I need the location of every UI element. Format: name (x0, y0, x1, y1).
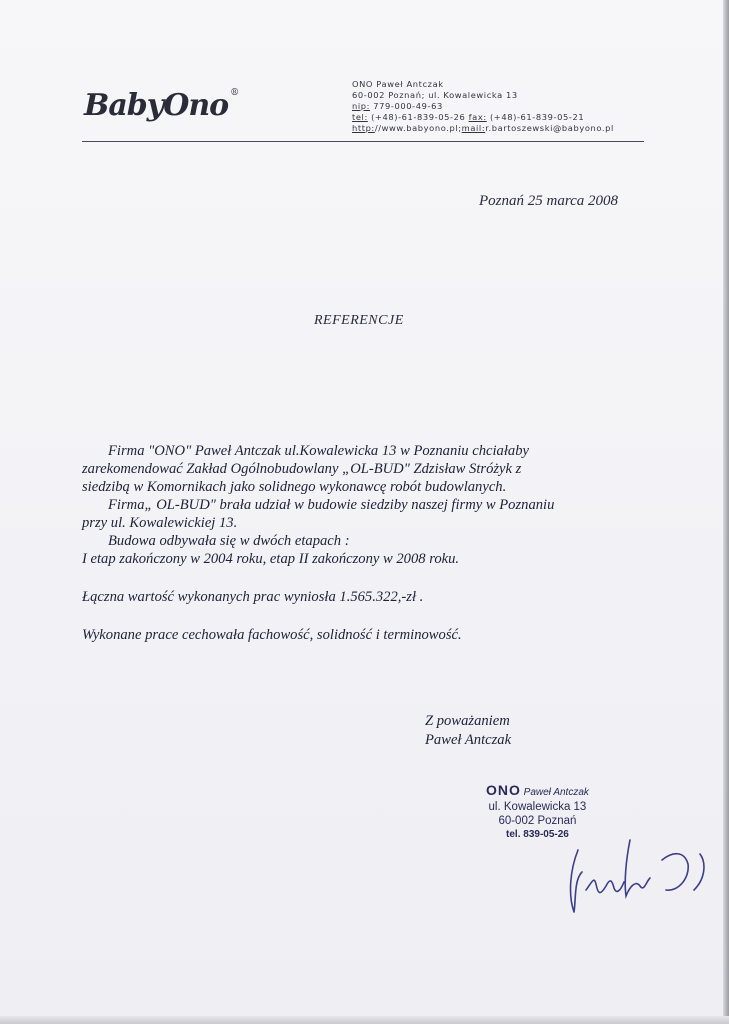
stamp-street: ul. Kowalewicka 13 (488, 801, 587, 813)
nip-label: nip: (352, 101, 371, 111)
web-mail-line (352, 123, 614, 134)
body-line: Firma„ OL-BUD" brała udział w budowie siedziby naszej firmy w Poznaniu (108, 497, 555, 513)
body-line: zarekomendować Zakład Ogólnobudowlany „OL-BUD" Zdzisław Stróżyk z (82, 461, 522, 477)
body-line: przy ul. Kowalewickiej 13. (82, 515, 238, 531)
body-line: Łączna wartość wykonanych prac wyniosła 1.565.322,-zł . (82, 589, 424, 605)
body-line: Budowa odbywała się w dwóch etapach : (108, 533, 350, 549)
registered-mark: ® (230, 88, 239, 98)
page-bottom-edge (0, 1016, 729, 1024)
stamp-brand: ONO (486, 782, 521, 798)
body-line: Firma "ONO" Paweł Antczak ul.Kowalewicka 13 w Poznaniu chciałaby (108, 443, 529, 459)
page-edge-shadow (723, 0, 729, 1024)
babyono-logo (84, 88, 238, 123)
company-name: ONO Paweł Antczak (352, 79, 444, 89)
closing-name: Paweł Antczak (425, 732, 512, 748)
mail-label: mail: (461, 123, 486, 133)
body-line: I etap zakończony w 2004 roku, etap II zakończony w 2008 roku. (82, 551, 460, 567)
letter-body (82, 442, 642, 644)
closing-block (425, 712, 511, 750)
tel-value: (+48)-61-839-05-26 (367, 112, 469, 122)
fax-label: fax: (468, 112, 487, 122)
mail-value: r.bartoszewski@babyono.pl (485, 123, 614, 133)
paragraph-gap (82, 568, 642, 588)
stamp-tel: tel. 839-05-26 (506, 829, 569, 840)
stamp-header (486, 783, 589, 800)
phone-fax-line (352, 112, 614, 123)
body-line: siedzibą w Komornikach jako solidnego wykonawcę robót budowlanych. (82, 479, 507, 495)
letterhead-divider (82, 141, 644, 142)
company-address: 60-002 Poznań; ul. Kowalewicka 13 (352, 90, 518, 100)
paragraph-gap (82, 606, 642, 626)
fax-value: (+48)-61-839-05-21 (486, 112, 585, 122)
body-line: Wykonane prace cechowała fachowość, solidność i terminowość. (82, 627, 462, 643)
web-label: http: (352, 123, 375, 133)
tel-label: tel: (352, 112, 368, 122)
web-value: //www.babyono.pl; (374, 123, 462, 133)
nip-line (352, 101, 614, 112)
letterhead-contact (352, 79, 614, 134)
letter-title: REFERENCJE (314, 313, 404, 328)
logo-text: BabyOno (84, 88, 229, 123)
closing-greeting: Z poważaniem (425, 713, 510, 729)
handwritten-signature (560, 820, 720, 925)
letter-date: Poznań 25 marca 2008 (479, 193, 619, 209)
stamp-city: 60-002 Poznań (498, 815, 577, 827)
stamp-owner: Paweł Antczak (520, 787, 589, 798)
nip-value: 779-000-49-63 (370, 101, 443, 111)
